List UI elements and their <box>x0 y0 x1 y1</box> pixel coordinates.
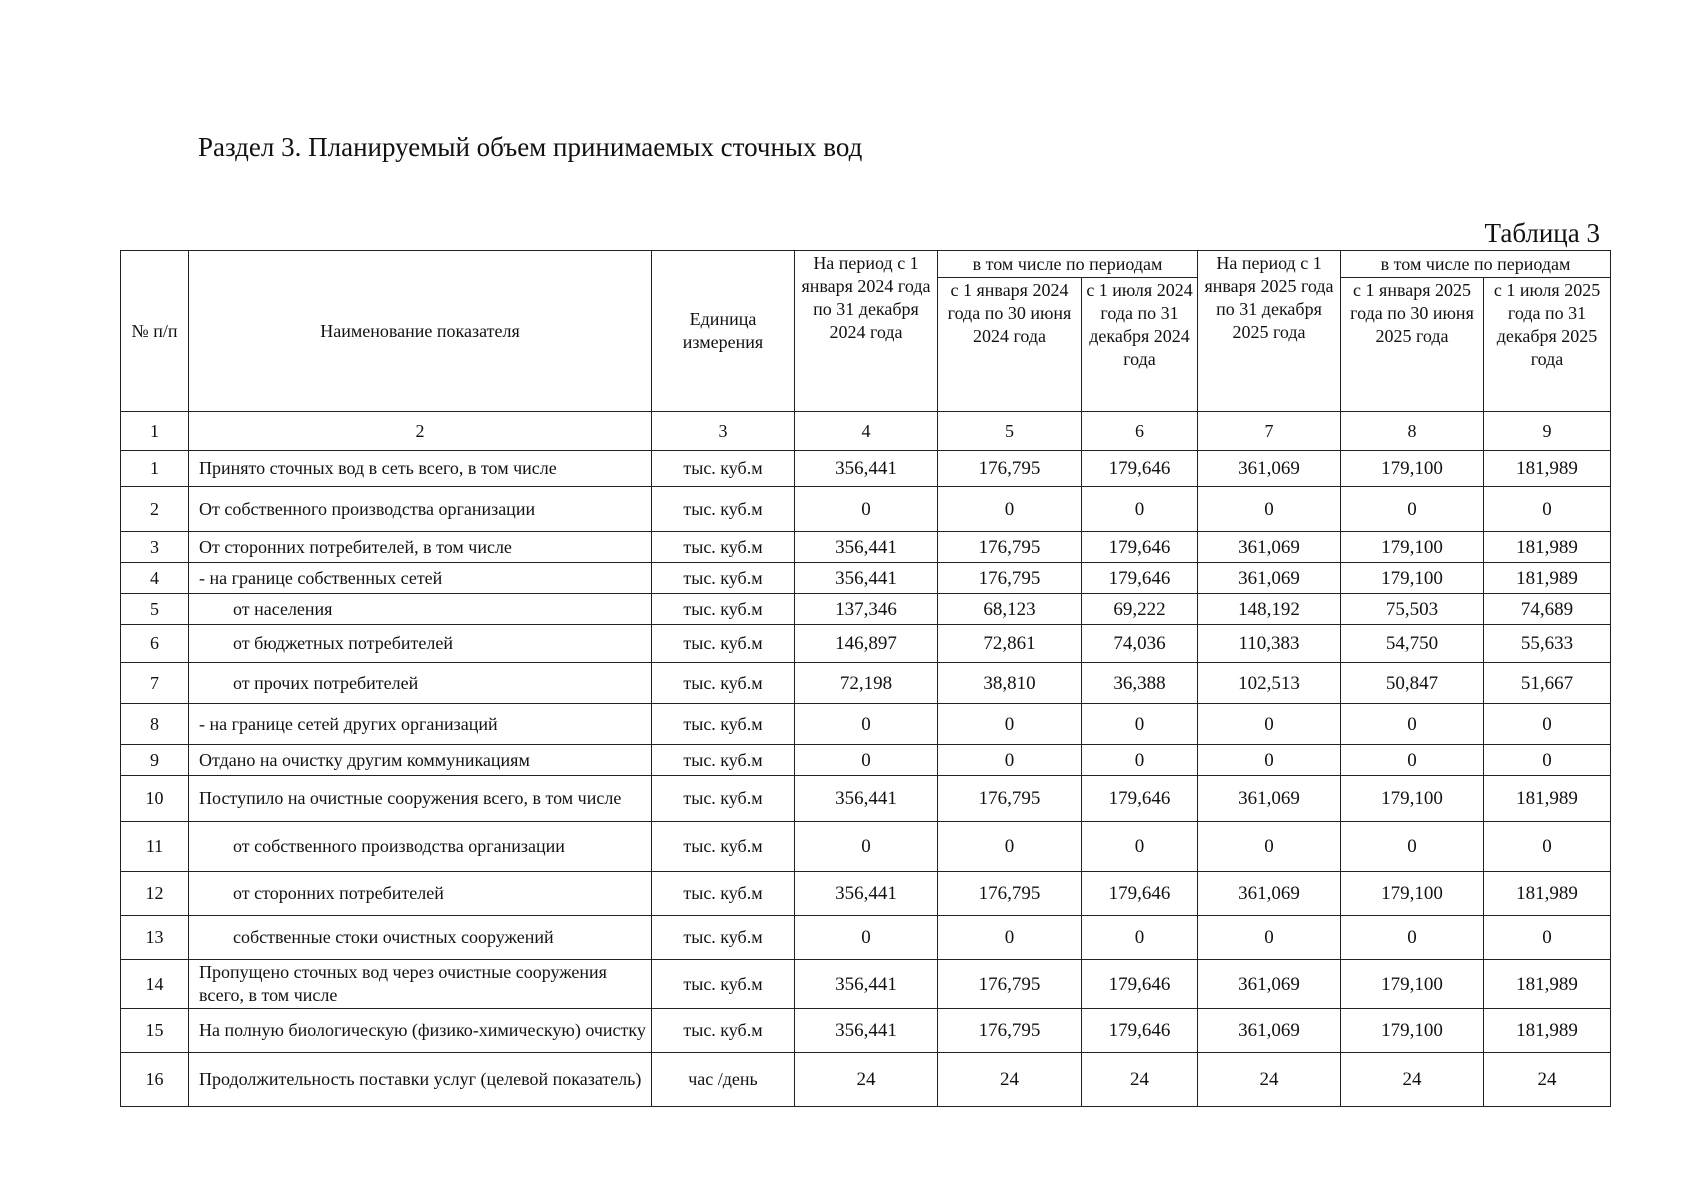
value-cell: 176,795 <box>938 563 1082 594</box>
column-number: 8 <box>1341 412 1484 451</box>
unit-cell: тыс. куб.м <box>652 625 795 663</box>
value-cell: 24 <box>938 1053 1082 1107</box>
value-cell: 179,100 <box>1341 451 1484 487</box>
value-cell: 0 <box>1341 704 1484 745</box>
table-label: Таблица 3 <box>1484 218 1600 248</box>
indicator-name: Пропущено сточных вод через очистные сооружения всего, в том числе <box>189 960 652 1009</box>
value-cell: 0 <box>1484 745 1611 776</box>
value-cell: 361,069 <box>1198 532 1341 563</box>
value-cell: 361,069 <box>1198 960 1341 1009</box>
value-cell: 179,646 <box>1082 1009 1198 1053</box>
header-col-no: № п/п <box>121 251 189 412</box>
header-h2-2024: с 1 июля 2024 года по 31 декабря 2024 года <box>1082 278 1198 412</box>
table-row <box>121 1009 1611 1053</box>
column-number: 9 <box>1484 412 1611 451</box>
column-number: 4 <box>795 412 938 451</box>
table-row <box>121 663 1611 704</box>
value-cell: 176,795 <box>938 960 1082 1009</box>
value-cell: 0 <box>1082 916 1198 960</box>
value-cell: 0 <box>1484 487 1611 532</box>
value-cell: 69,222 <box>1082 594 1198 625</box>
value-cell: 36,388 <box>1082 663 1198 704</box>
value-cell: 0 <box>1341 822 1484 872</box>
value-cell: 51,667 <box>1484 663 1611 704</box>
value-cell: 0 <box>938 916 1082 960</box>
table-row <box>121 532 1611 563</box>
value-cell: 0 <box>1341 487 1484 532</box>
indicator-name: Принято сточных вод в сеть всего, в том числе <box>189 451 652 487</box>
header-period-2025: На период с 1 января 2025 года по 31 декабря 2025 года <box>1198 251 1341 412</box>
value-cell: 361,069 <box>1198 451 1341 487</box>
indicator-name: На полную биологическую (физико-химическую) очистку <box>189 1009 652 1053</box>
value-cell: 74,036 <box>1082 625 1198 663</box>
unit-cell: тыс. куб.м <box>652 663 795 704</box>
indicator-name: Поступило на очистные сооружения всего, в том числе <box>189 776 652 822</box>
table-row <box>121 451 1611 487</box>
value-cell: 179,646 <box>1082 532 1198 563</box>
value-cell: 24 <box>795 1053 938 1107</box>
table-row <box>121 872 1611 916</box>
value-cell: 179,100 <box>1341 960 1484 1009</box>
value-cell: 0 <box>938 822 1082 872</box>
row-number: 9 <box>121 745 189 776</box>
value-cell: 176,795 <box>938 451 1082 487</box>
value-cell: 24 <box>1082 1053 1198 1107</box>
value-cell: 0 <box>795 916 938 960</box>
value-cell: 356,441 <box>795 776 938 822</box>
value-cell: 0 <box>1198 704 1341 745</box>
value-cell: 179,100 <box>1341 1009 1484 1053</box>
value-cell: 0 <box>1341 745 1484 776</box>
unit-cell: тыс. куб.м <box>652 872 795 916</box>
header-h1-2024: с 1 января 2024 года по 30 июня 2024 года <box>938 278 1082 412</box>
indicator-name: собственные стоки очистных сооружений <box>189 916 652 960</box>
value-cell: 0 <box>1082 704 1198 745</box>
indicator-name: от бюджетных потребителей <box>189 625 652 663</box>
header-subperiods-2025: в том числе по периодам <box>1341 251 1611 278</box>
value-cell: 0 <box>1198 916 1341 960</box>
indicator-name: От собственного производства организации <box>189 487 652 532</box>
value-cell: 24 <box>1484 1053 1611 1107</box>
value-cell: 137,346 <box>795 594 938 625</box>
table-row <box>121 563 1611 594</box>
value-cell: 0 <box>1484 704 1611 745</box>
value-cell: 176,795 <box>938 776 1082 822</box>
value-cell: 146,897 <box>795 625 938 663</box>
value-cell: 176,795 <box>938 1009 1082 1053</box>
row-number: 14 <box>121 960 189 1009</box>
value-cell: 179,646 <box>1082 563 1198 594</box>
row-number: 3 <box>121 532 189 563</box>
value-cell: 72,198 <box>795 663 938 704</box>
indicator-name: от прочих потребителей <box>189 663 652 704</box>
value-cell: 179,100 <box>1341 532 1484 563</box>
row-number: 15 <box>121 1009 189 1053</box>
unit-cell: тыс. куб.м <box>652 487 795 532</box>
value-cell: 75,503 <box>1341 594 1484 625</box>
table-row <box>121 1053 1611 1107</box>
row-number: 13 <box>121 916 189 960</box>
value-cell: 179,646 <box>1082 451 1198 487</box>
value-cell: 176,795 <box>938 532 1082 563</box>
value-cell: 356,441 <box>795 563 938 594</box>
section-title: Раздел 3. Планируемый объем принимаемых сточных вод <box>198 132 863 162</box>
unit-cell: тыс. куб.м <box>652 745 795 776</box>
indicator-name: от сторонних потребителей <box>189 872 652 916</box>
value-cell: 356,441 <box>795 872 938 916</box>
header-col-unit: Единица измерения <box>652 251 795 412</box>
value-cell: 55,633 <box>1484 625 1611 663</box>
value-cell: 181,989 <box>1484 563 1611 594</box>
value-cell: 50,847 <box>1341 663 1484 704</box>
value-cell: 181,989 <box>1484 872 1611 916</box>
value-cell: 0 <box>795 487 938 532</box>
header-subperiods-2024: в том числе по периодам <box>938 251 1198 278</box>
unit-cell: час /день <box>652 1053 795 1107</box>
column-number: 1 <box>121 412 189 451</box>
column-number: 2 <box>189 412 652 451</box>
value-cell: 0 <box>938 487 1082 532</box>
unit-cell: тыс. куб.м <box>652 704 795 745</box>
value-cell: 0 <box>795 822 938 872</box>
table-row <box>121 960 1611 1009</box>
row-number: 2 <box>121 487 189 532</box>
table-row <box>121 704 1611 745</box>
header-period-2024: На период с 1 января 2024 года по 31 декабря 2024 года <box>795 251 938 412</box>
column-numbers-row <box>121 412 1611 451</box>
value-cell: 179,100 <box>1341 563 1484 594</box>
row-number: 12 <box>121 872 189 916</box>
value-cell: 0 <box>1341 916 1484 960</box>
value-cell: 0 <box>1082 822 1198 872</box>
header-h1-2025: с 1 января 2025 года по 30 июня 2025 года <box>1341 278 1484 412</box>
value-cell: 179,100 <box>1341 872 1484 916</box>
row-number: 8 <box>121 704 189 745</box>
unit-cell: тыс. куб.м <box>652 822 795 872</box>
column-number: 5 <box>938 412 1082 451</box>
row-number: 10 <box>121 776 189 822</box>
wastewater-volume-table <box>120 250 1611 1107</box>
value-cell: 0 <box>795 704 938 745</box>
indicator-name: Продолжительность поставки услуг (целевой показатель) <box>189 1053 652 1107</box>
value-cell: 361,069 <box>1198 776 1341 822</box>
row-number: 16 <box>121 1053 189 1107</box>
value-cell: 0 <box>1198 487 1341 532</box>
unit-cell: тыс. куб.м <box>652 594 795 625</box>
value-cell: 181,989 <box>1484 532 1611 563</box>
row-number: 1 <box>121 451 189 487</box>
value-cell: 179,646 <box>1082 960 1198 1009</box>
table-row <box>121 916 1611 960</box>
unit-cell: тыс. куб.м <box>652 563 795 594</box>
value-cell: 181,989 <box>1484 776 1611 822</box>
value-cell: 110,383 <box>1198 625 1341 663</box>
table-row <box>121 594 1611 625</box>
indicator-name: от населения <box>189 594 652 625</box>
value-cell: 176,795 <box>938 872 1082 916</box>
table-row <box>121 487 1611 532</box>
row-number: 6 <box>121 625 189 663</box>
unit-cell: тыс. куб.м <box>652 451 795 487</box>
value-cell: 361,069 <box>1198 872 1341 916</box>
indicator-name: Отдано на очистку другим коммуникациям <box>189 745 652 776</box>
value-cell: 0 <box>1198 745 1341 776</box>
value-cell: 24 <box>1198 1053 1341 1107</box>
value-cell: 181,989 <box>1484 1009 1611 1053</box>
value-cell: 356,441 <box>795 1009 938 1053</box>
value-cell: 0 <box>1082 745 1198 776</box>
value-cell: 356,441 <box>795 451 938 487</box>
value-cell: 179,646 <box>1082 872 1198 916</box>
value-cell: 148,192 <box>1198 594 1341 625</box>
table-row <box>121 625 1611 663</box>
table-row <box>121 822 1611 872</box>
value-cell: 356,441 <box>795 960 938 1009</box>
value-cell: 24 <box>1341 1053 1484 1107</box>
value-cell: 68,123 <box>938 594 1082 625</box>
column-number: 3 <box>652 412 795 451</box>
value-cell: 0 <box>938 745 1082 776</box>
row-number: 5 <box>121 594 189 625</box>
value-cell: 0 <box>795 745 938 776</box>
value-cell: 0 <box>1484 916 1611 960</box>
value-cell: 181,989 <box>1484 960 1611 1009</box>
row-number: 7 <box>121 663 189 704</box>
value-cell: 356,441 <box>795 532 938 563</box>
row-number: 11 <box>121 822 189 872</box>
value-cell: 38,810 <box>938 663 1082 704</box>
indicator-name: от собственного производства организации <box>189 822 652 872</box>
value-cell: 74,689 <box>1484 594 1611 625</box>
value-cell: 72,861 <box>938 625 1082 663</box>
unit-cell: тыс. куб.м <box>652 1009 795 1053</box>
column-number: 6 <box>1082 412 1198 451</box>
value-cell: 0 <box>1082 487 1198 532</box>
value-cell: 54,750 <box>1341 625 1484 663</box>
value-cell: 179,646 <box>1082 776 1198 822</box>
header-col-name: Наименование показателя <box>189 251 652 412</box>
column-number: 7 <box>1198 412 1341 451</box>
unit-cell: тыс. куб.м <box>652 532 795 563</box>
unit-cell: тыс. куб.м <box>652 916 795 960</box>
value-cell: 0 <box>1484 822 1611 872</box>
unit-cell: тыс. куб.м <box>652 776 795 822</box>
value-cell: 0 <box>1198 822 1341 872</box>
indicator-name: - на границе сетей других организаций <box>189 704 652 745</box>
table-row <box>121 776 1611 822</box>
value-cell: 361,069 <box>1198 563 1341 594</box>
value-cell: 102,513 <box>1198 663 1341 704</box>
value-cell: 361,069 <box>1198 1009 1341 1053</box>
value-cell: 179,100 <box>1341 776 1484 822</box>
indicator-name: От сторонних потребителей, в том числе <box>189 532 652 563</box>
unit-cell: тыс. куб.м <box>652 960 795 1009</box>
value-cell: 181,989 <box>1484 451 1611 487</box>
header-h2-2025: с 1 июля 2025 года по 31 декабря 2025 года <box>1484 278 1611 412</box>
row-number: 4 <box>121 563 189 594</box>
value-cell: 0 <box>938 704 1082 745</box>
indicator-name: - на границе собственных сетей <box>189 563 652 594</box>
table-row <box>121 745 1611 776</box>
